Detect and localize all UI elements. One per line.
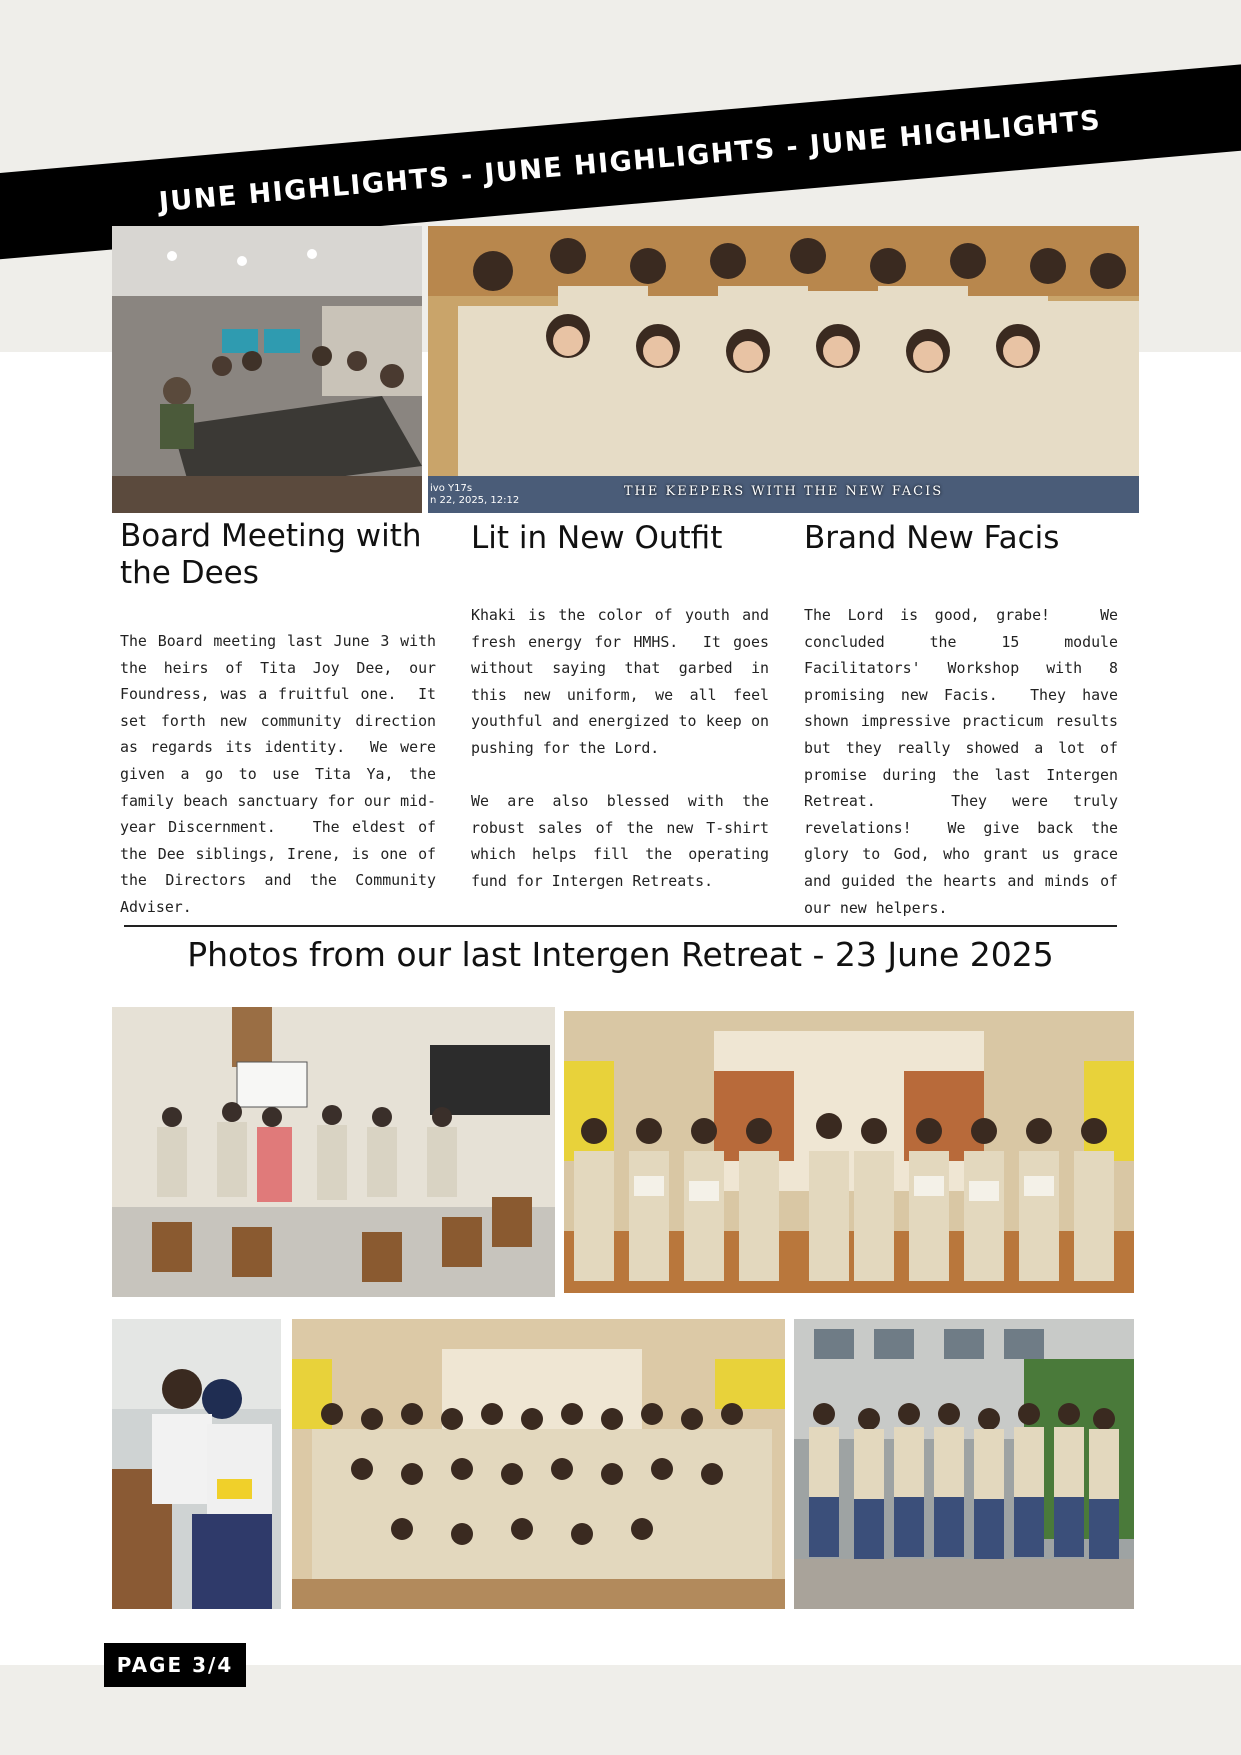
retreat-couple-photo	[112, 1319, 281, 1609]
keepers-photo-caption: THE KEEPERS WITH THE NEW FACIS	[623, 484, 944, 499]
camera-stamp-model: ivo Y17s	[430, 483, 473, 494]
retreat-photos-title: Photos from our last Intergen Retreat - 23 June 2025	[187, 935, 1054, 974]
new-outfit-heading: Lit in New Outfit	[471, 520, 723, 556]
board-meeting-heading: Board Meeting with the Dees	[120, 518, 422, 591]
board-meeting-photo	[112, 226, 422, 513]
banner-text: JUNE HIGHLIGHTS - JUNE HIGHLIGHTS - JUNE HIGHLIGHTS	[157, 104, 1103, 218]
retreat-big-group-photo	[292, 1319, 785, 1609]
retreat-certificates-photo	[564, 1011, 1134, 1293]
board-meeting-body: The Board meeting last June 3 with the heirs of Tita Joy Dee, our Foundress, was a fruitful one. It set forth new community direction as regards its identity. We were given a go to use Tita Ya, the family beach sanctuary for our mid-year Discernment. The eldest of the Dee siblings, Irene, is one of the Directors and the Community Adviser.	[120, 632, 445, 916]
new-outfit-body: Khaki is the color of youth and fresh energy for HMHS. It goes without saying that garbed in this new uniform, we all feel youthful and energized to keep on pushing for the Lord. We are also blessed with the robust sales of the new T-shirt which helps fill the operating fund for Intergen Retreats.	[471, 606, 769, 890]
retreat-outdoor-photo	[794, 1319, 1134, 1609]
keepers-group-photo	[428, 226, 1139, 513]
section-divider	[124, 925, 1117, 927]
new-facis-body: The Lord is good, grabe! We concluded the 15 module Facilitators' Workshop with 8 promising new Facis. They have shown impressive practicum results but they really showed a lot of promise during the last Intergen Retreat. They were truly revelations! We give back the glory to God, who grant us grace and guided the hearts and minds of our new helpers.	[804, 606, 1127, 917]
retreat-hugging-photo	[112, 1007, 555, 1297]
camera-stamp-date: n 22, 2025, 12:12	[430, 495, 520, 506]
page-number-tag: PAGE 3/4	[104, 1643, 246, 1687]
new-facis-heading: Brand New Facis	[804, 520, 1060, 556]
